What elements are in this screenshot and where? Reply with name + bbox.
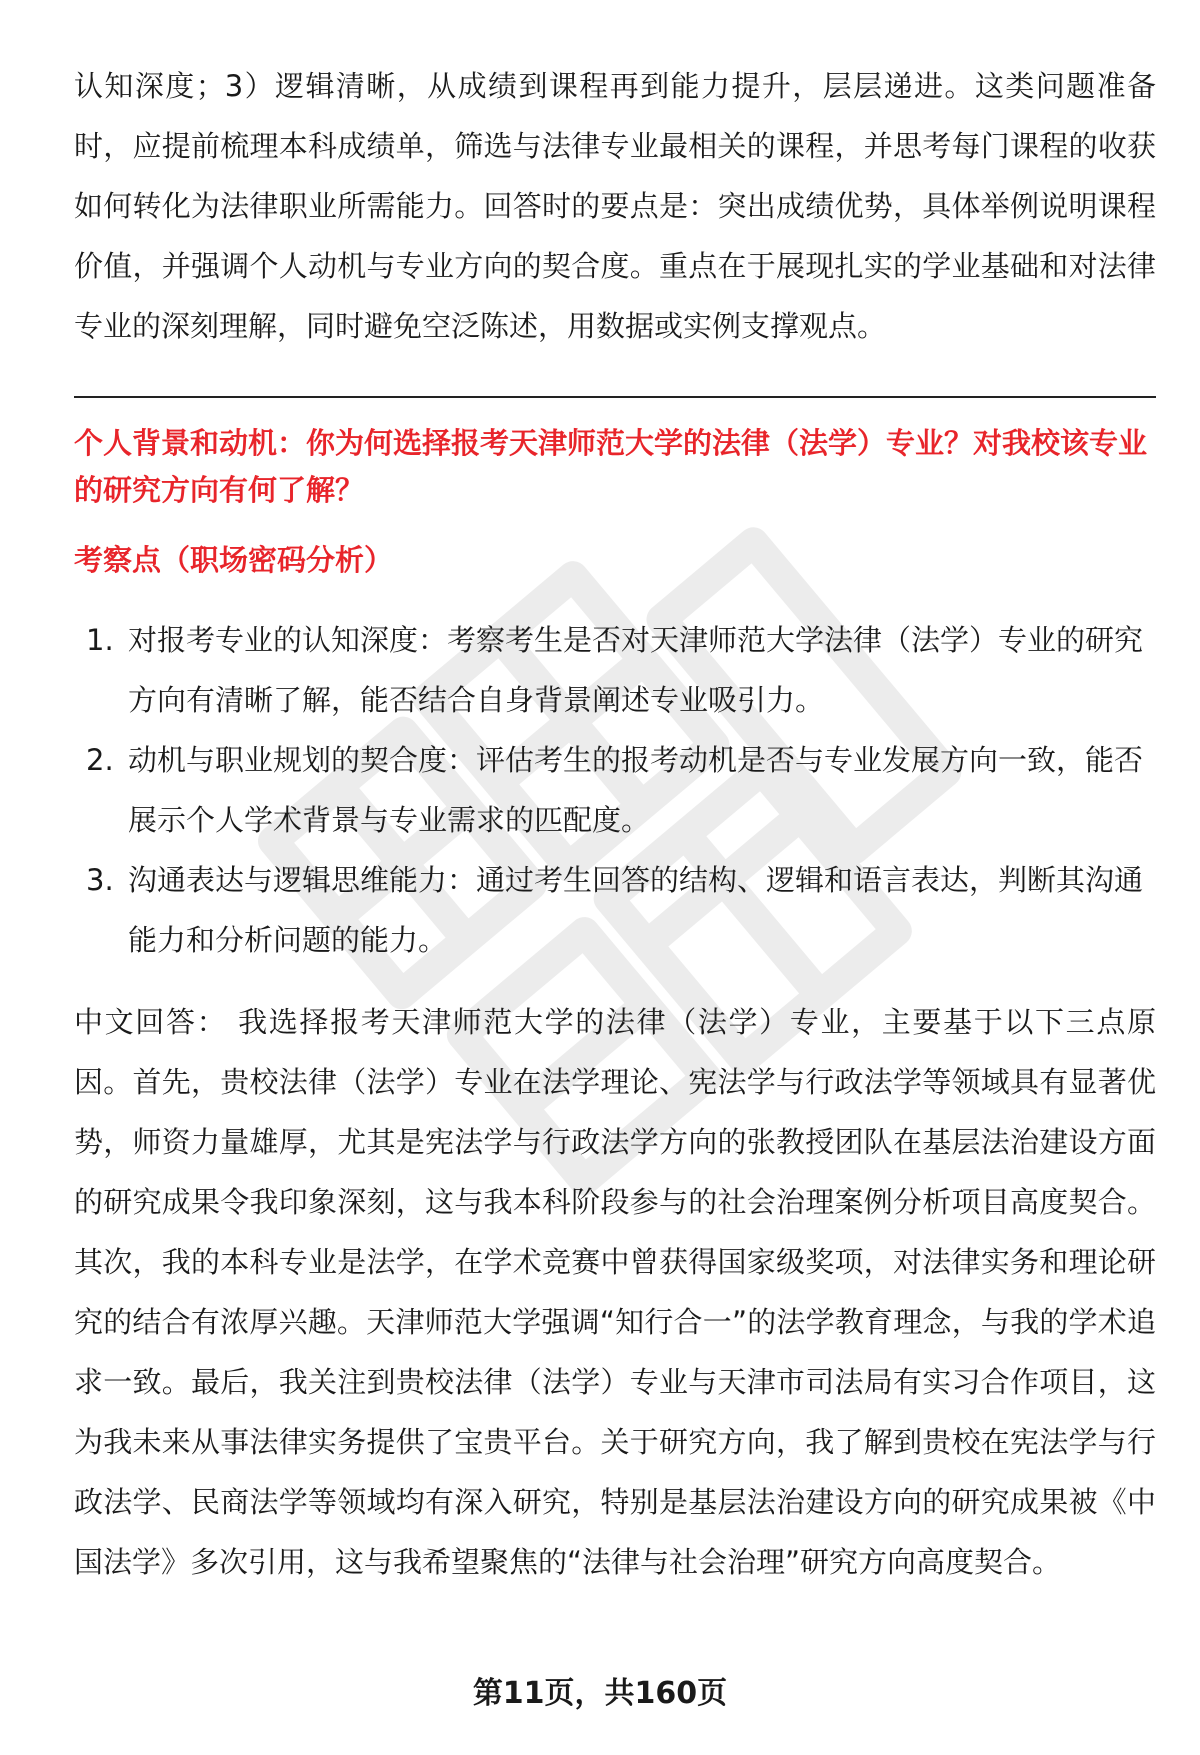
list-text: 沟通表达与逻辑思维能力：通过考生回答的结构、逻辑和语言表达，判断其沟通能力和分析问题的能力。 <box>128 863 1144 957</box>
intro-paragraph: 认知深度；3）逻辑清晰，从成绩到课程再到能力提升，层层递进。这类问题准备时，应提前梳理本科成绩单，筛选与法律专业最相关的课程，并思考每门课程的收获如何转化为法律职业所需能力。回答时的要点是：突出成绩优势，具体举例说明课程价值，并强调个人动机与专业方向的契合度。重点在于展现扎实的学业基础和对法律专业的深刻理解，同时避免空泛陈述，用数据或实例支撑观点。 <box>74 69 1156 343</box>
question-title: 个人背景和动机：你为何选择报考天津师范大学的法律（法学）专业？对我校该专业的研究方向有何了解？ <box>74 426 1148 507</box>
list-item <box>74 850 1156 970</box>
list-text: 对报考专业的认知深度：考察考生是否对天津师范大学法律（法学）专业的研究方向有清晰了解，能否结合自身背景阐述专业吸引力。 <box>128 623 1144 717</box>
list-text: 动机与职业规划的契合度：评估考生的报考动机是否与专业发展方向一致，能否展示个人学术背景与专业需求的匹配度。 <box>128 743 1144 837</box>
page-number: 第11页，共160页 <box>472 1676 728 1711</box>
points-list <box>74 610 1156 970</box>
list-number: 2. <box>86 743 114 777</box>
answer-paragraph: 中文回答： 我选择报考天津师范大学的法律（法学）专业，主要基于以下三点原因。首先，贵校法律（法学）专业在法学理论、宪法学与行政法学等领域具有显著优势，师资力量雄厚，尤其是宪法学与行政法学方向的张教授团队在基层法治建设方面的研究成果令我印象深刻，这与我本科阶段参与的社会治理案例分析项目高度契合。其次，我的本科专业是法学，在学术竞赛中曾获得国家级奖项，对法律实务和理论研究的结合有浓厚兴趣。天津师范大学强调“知行合一”的法学教育理念，与我的学术追求一致。最后，我关注到贵校法律（法学）专业与天津市司法局有实习合作项目，这为我未来从事法律实务提供了宝贵平台。关于研究方向，我了解到贵校在宪法学与行政法学、民商法学等领域均有深入研究，特别是基层法治建设方向的研究成果被《中国法学》多次引用，这与我希望聚焦的“法律与社会治理”研究方向高度契合。 <box>74 1005 1156 1579</box>
list-item <box>74 730 1156 850</box>
list-item <box>74 610 1156 730</box>
list-number: 1. <box>86 623 114 657</box>
page-content <box>74 56 1156 1592</box>
points-heading: 考察点（职场密码分析） <box>74 543 394 577</box>
section-divider <box>74 396 1156 398</box>
list-number: 3. <box>86 863 114 897</box>
